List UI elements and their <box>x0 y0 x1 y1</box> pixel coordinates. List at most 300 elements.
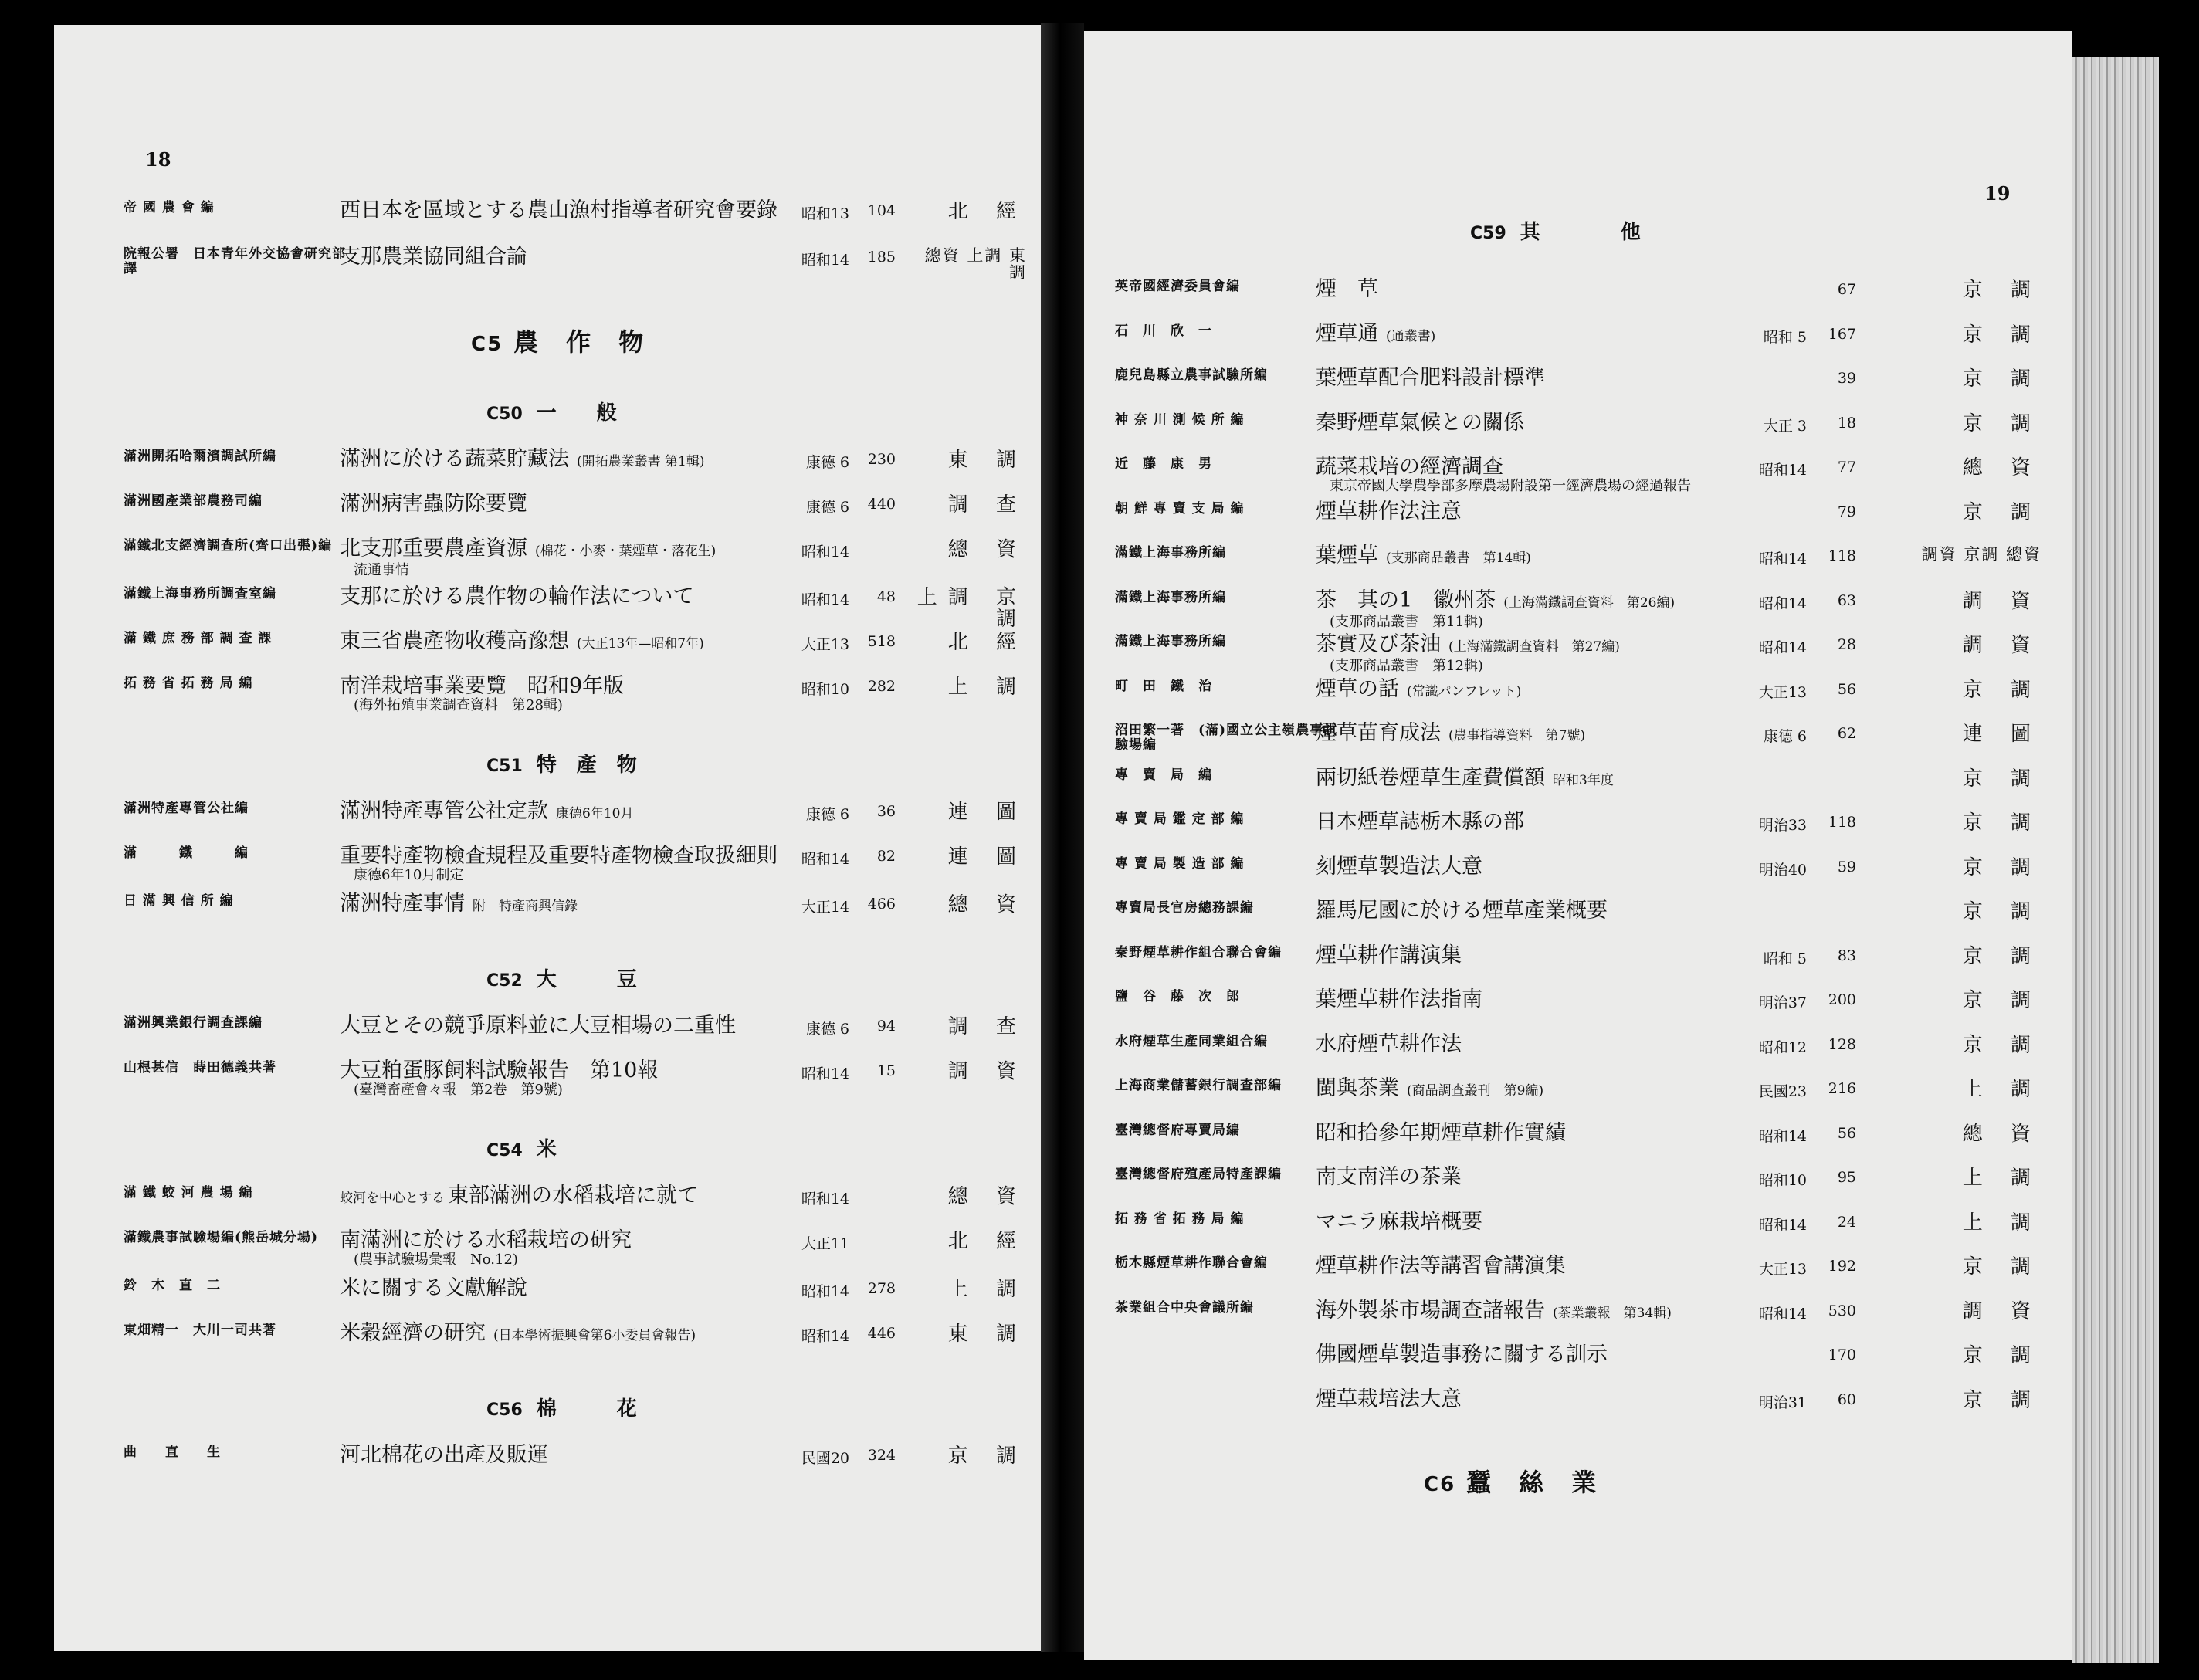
entry-era: 昭和14 <box>801 1065 849 1082</box>
section-title: 米 <box>536 1138 557 1161</box>
entry-location: 調 資 <box>1962 589 2041 613</box>
entry-note: (通叢書) <box>1386 328 1436 344</box>
entry-era: 昭和14 <box>801 1191 849 1208</box>
entry-author: 滿 鐵 蛟 河 農 場 編 <box>124 1185 253 1201</box>
entry-pages: 62 <box>1837 725 1856 742</box>
bibliography-entry <box>1084 722 2072 765</box>
entry-author: 茶業組合中央會議所編 <box>1115 1299 1254 1316</box>
entry-author: 東畑精一 大川一司共著 <box>124 1323 276 1338</box>
entry-title-text: 日本煙草誌栃木縣の部 <box>1316 810 1524 834</box>
entry-era: 康德 6 <box>805 499 849 516</box>
bibliography-entry <box>1084 412 2072 455</box>
entry-era: 昭和14 <box>801 851 849 868</box>
entry-location: 總 資 <box>947 893 1027 916</box>
bibliography-entry <box>54 675 1041 718</box>
entry-location: 上 調 <box>1962 1078 2041 1101</box>
entry-title <box>340 892 578 918</box>
entry-era: 大正13 <box>1758 683 1807 701</box>
entry-location: 調資 京調 總資 <box>1921 545 2041 564</box>
entry-author: 水府煙草生產同業組合編 <box>1115 1033 1268 1049</box>
entry-location: 京 調 <box>1962 944 2041 968</box>
chapter-heading <box>1424 1463 1598 1499</box>
entry-title <box>340 1322 696 1347</box>
entry-location: 京 調 <box>1962 1255 2041 1279</box>
entry-title-text: 煙草耕作講演集 <box>1316 943 1462 967</box>
entry-author: 帝 國 農 會 編 <box>124 200 215 215</box>
bibliography-entry <box>54 1444 1041 1487</box>
entry-pages: 67 <box>1837 281 1856 298</box>
page-edge-stack <box>2072 57 2159 1663</box>
entry-title <box>340 246 527 269</box>
entry-note: 昭和3年度 <box>1553 772 1614 788</box>
entry-title-text: 海外製茶市場調查諸報告 <box>1316 1298 1545 1323</box>
entry-title-text: 支那農業協同組合論 <box>340 245 527 269</box>
entry-era: 昭和10 <box>801 681 849 698</box>
bibliography-entry <box>54 845 1041 888</box>
entry-author: 滿鐵上海事務所編 <box>1115 589 1226 605</box>
bibliography-entry <box>1084 1255 2072 1298</box>
entry-location: 調 資 <box>1962 1299 2041 1323</box>
entry-era: 民國20 <box>801 1450 849 1467</box>
entry-era: 明治40 <box>1758 861 1807 879</box>
bibliography-entry <box>1084 456 2072 499</box>
entry-title-text: 佛國煙草製造事務に關する訓示 <box>1316 1343 1608 1367</box>
entry-location: 總 資 <box>947 538 1027 561</box>
entry-era: 昭和 5 <box>1763 950 1807 967</box>
entry-pages: 15 <box>876 1062 896 1079</box>
entry-author: 滿 鐵 庶 務 部 調 查 課 <box>124 631 273 646</box>
entry-title <box>1316 988 1482 1011</box>
entry-location: 京 調 <box>1962 900 2041 923</box>
entry-subtitle: (支那商品叢書 第11輯) <box>1330 613 1483 630</box>
entry-title-text: マニラ麻栽培概要 <box>1316 1209 1482 1234</box>
entry-era: 大正11 <box>801 1235 849 1252</box>
bibliography-entry <box>1084 855 2072 899</box>
entry-subtitle: 流通事情 <box>354 562 409 578</box>
entry-location: 京 調 <box>1962 368 2041 391</box>
entry-title <box>1316 544 1531 570</box>
entry-title <box>1316 722 1585 747</box>
entry-title-text: 米穀經濟の研究 <box>340 1321 486 1345</box>
bibliography-entry <box>54 1229 1041 1272</box>
entry-title-text: 滿洲病害蟲防除要覽 <box>340 492 527 516</box>
entry-pages: 56 <box>1837 1124 1856 1142</box>
entry-title-text: 煙草栽培法大意 <box>1316 1387 1462 1411</box>
entry-note: 康德6年10月 <box>556 806 634 821</box>
section-heading <box>486 749 637 777</box>
entry-pages: 79 <box>1837 503 1856 520</box>
page-number: 19 <box>1984 182 2011 205</box>
entry-title-text: 米に關する文獻解說 <box>340 1276 527 1300</box>
chapter-title: 蠶 絲 業 <box>1466 1468 1598 1497</box>
entry-pages: 118 <box>1828 547 1856 564</box>
entry-title <box>1316 899 1608 923</box>
entry-pages: 18 <box>1837 414 1856 432</box>
section-title: 特 產 物 <box>536 754 637 777</box>
entry-author: 滿鐵農事試驗場編(熊岳城分場) <box>124 1230 319 1245</box>
entry-location: 京 調 <box>1962 767 2041 791</box>
entry-pages: 82 <box>876 848 896 865</box>
entry-title-text: 大豆とその競爭原料並に大豆相場の二重性 <box>340 1014 736 1038</box>
entry-title-text: 西日本を區域とする農山漁村指導者研究會要錄 <box>340 198 778 222</box>
entry-title-text: 東三省農產物收穫高豫想 <box>340 629 569 653</box>
entry-author: 滿鐵上海事務所編 <box>1115 545 1226 561</box>
entry-era: 昭和14 <box>801 252 849 269</box>
entry-author: 院報公署 日本青年外交協會研究部譯 <box>124 246 346 276</box>
entry-era: 明治33 <box>1758 817 1807 834</box>
entry-title <box>1316 1343 1608 1367</box>
entry-location: 上 調 <box>947 676 1027 699</box>
entry-pages: 530 <box>1828 1302 1856 1319</box>
entry-title <box>1316 367 1545 390</box>
entry-location: 京 調 <box>1962 279 2041 302</box>
entry-era: 康德 6 <box>1763 728 1807 745</box>
entry-author: 曲 直 生 <box>124 1445 221 1460</box>
entry-note: (上海滿鐵調查資料 第27編) <box>1448 639 1620 655</box>
section-code: C52 <box>486 971 523 991</box>
entry-location: 北 經 <box>947 200 1027 223</box>
bibliography-entry <box>1084 544 2072 588</box>
entry-location: 京 調 <box>947 1445 1027 1468</box>
entry-title <box>340 1059 658 1098</box>
bibliography-entry <box>54 537 1041 581</box>
entry-location: 京 調 <box>1962 1344 2041 1367</box>
entry-author: 滿鐵北支經濟調查所(齊口出張)編 <box>124 538 333 554</box>
entry-author: 秦野煙草耕作組合聯合會編 <box>1115 944 1282 960</box>
entry-era: 康德 6 <box>805 1021 849 1038</box>
entry-title <box>1316 1211 1482 1234</box>
entry-location: 調 資 <box>1962 634 2041 657</box>
entry-era: 昭和12 <box>1758 1038 1807 1056</box>
chapter-heading <box>471 323 645 358</box>
entry-pages: 200 <box>1828 991 1856 1008</box>
entry-era: 昭和14 <box>801 544 849 561</box>
entry-pages: 128 <box>1828 1035 1856 1053</box>
entry-author: 鹿兒島縣立農事試驗所編 <box>1115 368 1268 383</box>
entry-author: 日 滿 興 信 所 編 <box>124 893 234 909</box>
bibliography-entry <box>1084 1166 2072 1209</box>
entry-subtitle: (臺灣畜產會々報 第2卷 第9號) <box>354 1082 563 1098</box>
entry-era: 昭和 5 <box>1763 328 1807 346</box>
entry-note: (常識パンフレット) <box>1407 683 1522 699</box>
entry-location: 京 調 <box>1962 412 2041 435</box>
entry-title <box>340 800 633 825</box>
entry-author: 沼田繁一著 (滿)國立公主嶺農事試驗場編 <box>1115 723 1338 753</box>
bibliography-entry <box>54 584 1041 631</box>
entry-pages: 518 <box>867 633 896 650</box>
entry-title-text: 葉煙草配合肥料設計標準 <box>1316 366 1545 390</box>
entry-era: 康德 6 <box>805 454 849 471</box>
entry-title-text: 昭和拾參年期煙草耕作實績 <box>1316 1120 1566 1145</box>
bibliography-entry <box>54 800 1041 843</box>
section-code: C51 <box>486 757 523 776</box>
entry-note: (商品調查叢刊 第9編) <box>1407 1083 1544 1099</box>
entry-title-text: 滿洲に於ける蔬菜貯藏法 <box>340 447 569 471</box>
entry-title <box>1316 1299 1672 1325</box>
entry-title <box>1316 1122 1566 1145</box>
bibliography-entry <box>1084 1343 2072 1387</box>
entry-pages: 83 <box>1837 947 1856 964</box>
bibliography-entry <box>1084 1211 2072 1254</box>
section-heading <box>486 1133 557 1162</box>
entry-era: 昭和14 <box>801 591 849 608</box>
entry-location: 總 資 <box>947 1185 1027 1208</box>
entry-era: 大正14 <box>801 899 849 916</box>
entry-title-text: 煙草耕作法等講習會講演集 <box>1316 1254 1566 1278</box>
entry-pages: 118 <box>1828 814 1856 831</box>
entry-author: 町 田 鐵 治 <box>1115 678 1212 694</box>
entry-location: 調 查 <box>947 1015 1027 1038</box>
entry-title <box>1316 323 1435 348</box>
entry-pages: 230 <box>867 451 896 468</box>
entry-era: 昭和14 <box>1758 462 1807 479</box>
bibliography-entry <box>1084 899 2072 943</box>
entry-author: 上海商業儲蓄銀行調查部編 <box>1115 1078 1282 1093</box>
entry-era: 明治37 <box>1758 994 1807 1011</box>
entry-title <box>1316 811 1524 834</box>
entry-title-text: 南滿洲に於ける水稻栽培の研究 <box>340 1228 632 1252</box>
entry-era: 民國23 <box>1758 1083 1807 1100</box>
section-title: 其 他 <box>1520 221 1641 244</box>
entry-title-text: 水府煙草耕作法 <box>1316 1031 1462 1056</box>
entry-title-text: 茶實及び茶油 <box>1316 632 1441 656</box>
entry-title-text: 煙草の話 <box>1316 676 1399 701</box>
section-code: C59 <box>1470 224 1506 243</box>
section-title: 棉 花 <box>536 1397 637 1421</box>
entry-title <box>340 585 693 608</box>
entry-pages: 48 <box>876 588 896 605</box>
bibliography-entry <box>1084 1077 2072 1120</box>
entry-pages: 60 <box>1837 1390 1856 1408</box>
bibliography-entry <box>54 1014 1041 1058</box>
entry-title <box>340 1277 527 1300</box>
entry-title <box>1316 678 1521 703</box>
entry-era: 大正13 <box>1758 1261 1807 1278</box>
entry-pages: 28 <box>1837 636 1856 653</box>
entry-title <box>1316 278 1378 301</box>
bibliography-entry <box>1084 1033 2072 1076</box>
entry-title-text: 煙草耕作法注意 <box>1316 499 1462 523</box>
entry-title-text: 茶 其の1 徽州茶 <box>1316 588 1496 612</box>
entry-title-text: 南支南洋の茶業 <box>1316 1165 1462 1189</box>
entry-author: 專 賣 局 編 <box>1115 767 1212 783</box>
entry-pages: 282 <box>867 678 896 695</box>
entry-title <box>1316 1255 1566 1278</box>
entry-title-text: 滿洲特產專管公社定款 <box>340 799 548 823</box>
section-title: 大 豆 <box>536 968 637 991</box>
entry-author: 拓 務 省 拓 務 局 編 <box>124 676 253 691</box>
entry-author: 臺灣總督府殖產局特產課編 <box>1115 1167 1282 1182</box>
entry-location: 連 圖 <box>947 845 1027 869</box>
entry-era: 昭和10 <box>1758 1172 1807 1189</box>
entry-location: 總資 上調 東調 <box>924 246 1027 282</box>
entry-pages: 466 <box>867 896 896 913</box>
entry-title <box>1316 1388 1462 1411</box>
entry-title <box>340 493 527 516</box>
bibliography-entry <box>1084 633 2072 676</box>
entry-author: 栃木縣煙草耕作聯合會編 <box>1115 1255 1268 1271</box>
entry-note: (大正13年—昭和7年) <box>577 636 704 652</box>
bibliography-entry <box>1084 811 2072 854</box>
entry-author: 拓 務 省 拓 務 局 編 <box>1115 1211 1245 1227</box>
chapter-code: C6 <box>1424 1473 1456 1496</box>
entry-pages: 324 <box>867 1447 896 1464</box>
entry-era: 昭和14 <box>1758 639 1807 656</box>
entry-author: 專 賣 局 鑑 定 部 編 <box>1115 811 1245 827</box>
bibliography-entry <box>54 1322 1041 1365</box>
bibliography-entry <box>54 1184 1041 1228</box>
entry-title <box>1316 633 1620 674</box>
entry-era: 康德 6 <box>805 806 849 823</box>
entry-era: 昭和14 <box>1758 550 1807 567</box>
entry-pages: 192 <box>1828 1258 1856 1275</box>
entry-title <box>1316 944 1462 967</box>
entry-pages: 24 <box>1837 1213 1856 1231</box>
entry-location: 上調 京調 <box>917 586 1027 631</box>
entry-title-text: 滿洲特產事情 <box>340 892 465 916</box>
entry-author: 滿洲國產業部農務司編 <box>124 493 263 509</box>
entry-title-text: 葉煙草耕作法指南 <box>1316 987 1482 1011</box>
entry-title-text: 葉煙草 <box>1316 544 1378 567</box>
entry-era: 昭和14 <box>1758 1216 1807 1234</box>
entry-location: 東 調 <box>947 1323 1027 1346</box>
entry-note: (茶業叢報 第34輯) <box>1553 1305 1672 1321</box>
entry-author: 專 賣 局 製 造 部 編 <box>1115 855 1245 872</box>
entry-title <box>340 1229 632 1268</box>
entry-title-text: 東部滿洲の水稻栽培に就て <box>448 1184 698 1208</box>
entry-pages: 77 <box>1837 459 1856 476</box>
entry-pages: 63 <box>1837 591 1856 609</box>
entry-title <box>340 537 716 578</box>
entry-author: 滿鐵上海事務所調查室編 <box>124 586 276 601</box>
section-heading <box>486 1393 637 1421</box>
entry-author: 鹽 谷 藤 次 郎 <box>1115 989 1240 1004</box>
entry-title <box>1316 412 1524 435</box>
entry-era: 明治31 <box>1758 1394 1807 1411</box>
entry-title <box>340 675 624 713</box>
entry-location: 北 經 <box>947 1230 1027 1253</box>
bibliography-entry <box>1084 278 2072 321</box>
bibliography-entry <box>54 1277 1041 1320</box>
section-code: C56 <box>486 1401 523 1420</box>
entry-location: 上 調 <box>1962 1211 2041 1235</box>
right-page <box>1084 31 2072 1660</box>
entry-title-text: 南洋栽培事業要覽 昭和9年版 <box>340 674 625 698</box>
entry-note: 附 特產商興信錄 <box>473 899 578 914</box>
bibliography-entry <box>1084 678 2072 721</box>
entry-title <box>1316 855 1482 879</box>
bibliography-entry <box>54 493 1041 536</box>
entry-location: 北 經 <box>947 631 1027 654</box>
entry-subtitle: 康德6年10月制定 <box>354 867 464 883</box>
entry-author: 滿洲興業銀行調查課編 <box>124 1015 263 1031</box>
entry-title <box>1316 1166 1462 1189</box>
entry-title-text: 蔬菜栽培の經濟調查 <box>1316 455 1503 479</box>
entry-subtitle: (支那商品叢書 第12輯) <box>1330 658 1483 674</box>
entry-title <box>1316 500 1462 523</box>
bibliography-entry <box>54 199 1041 242</box>
entry-pages: 185 <box>867 249 896 266</box>
entry-era: 昭和14 <box>1758 594 1807 612</box>
entry-title-text: 河北棉花の出產及販運 <box>340 1443 548 1467</box>
entry-location: 京 調 <box>1962 1388 2041 1412</box>
entry-author: 英帝國經濟委員會編 <box>1115 279 1240 294</box>
chapter-code: C5 <box>471 333 503 356</box>
section-code: C54 <box>486 1141 523 1160</box>
entry-location: 京 調 <box>1962 811 2041 835</box>
entry-location: 調 查 <box>947 493 1027 517</box>
entry-title-text: 羅馬尼國に於ける煙草產業概要 <box>1316 899 1608 923</box>
entry-title <box>340 630 704 655</box>
bibliography-entry <box>1084 988 2072 1031</box>
bibliography-entry <box>54 1059 1041 1102</box>
entry-location: 京 調 <box>1962 989 2041 1012</box>
entry-location: 上 調 <box>947 1278 1027 1301</box>
entry-title-text: 煙草苗育成法 <box>1316 721 1441 745</box>
entry-location: 京 調 <box>1962 855 2041 879</box>
entry-title <box>340 1184 698 1210</box>
entry-pages: 216 <box>1828 1080 1856 1097</box>
entry-author: 鈴 木 直 二 <box>124 1278 221 1293</box>
entry-title-text: 煙草通 <box>1316 321 1378 346</box>
entry-title-text: 大豆粕蛋豚飼料試驗報告 第10報 <box>340 1058 659 1082</box>
entry-location: 上 調 <box>1962 1167 2041 1190</box>
entry-author: 近 藤 康 男 <box>1115 456 1212 472</box>
entry-title-text: 秦野煙草氣候との關係 <box>1316 410 1524 435</box>
entry-author: 滿洲開拓哈爾濱調試所編 <box>124 449 276 464</box>
entry-note: (棉花・小麥・葉煙草・落花生) <box>535 544 717 559</box>
entry-title-text: 重要特產物檢査規程及重要特產物檢查取扱細則 <box>340 844 778 868</box>
entry-title <box>340 448 704 473</box>
bibliography-entry <box>1084 1122 2072 1165</box>
entry-era: 大正13 <box>801 636 849 653</box>
entry-author: 朝 鮮 專 賣 支 局 編 <box>1115 500 1245 517</box>
entry-note: (支那商品叢書 第14輯) <box>1386 550 1531 566</box>
bibliography-entry <box>1084 589 2072 632</box>
bibliography-entry <box>54 892 1041 936</box>
entry-subtitle: (海外拓殖事業調查資料 第28輯) <box>354 697 563 713</box>
entry-location: 京 調 <box>1962 1033 2041 1057</box>
page-number: 18 <box>145 148 171 171</box>
entry-era: 昭和14 <box>801 1283 849 1300</box>
entry-pages: 278 <box>867 1280 896 1297</box>
entry-location: 京 調 <box>1962 323 2041 347</box>
entry-pages: 95 <box>1837 1169 1856 1186</box>
entry-title <box>1316 589 1675 630</box>
entry-author: 臺灣總督府專賣局編 <box>1115 1122 1240 1138</box>
entry-era: 昭和14 <box>801 1328 849 1345</box>
entry-title <box>1316 456 1691 494</box>
entry-author: 滿鐵上海事務所編 <box>1115 634 1226 649</box>
entry-title-text: 煙 草 <box>1316 277 1378 301</box>
entry-title <box>1316 1033 1462 1056</box>
bibliography-entry <box>54 246 1041 289</box>
chapter-title: 農 作 物 <box>513 327 645 357</box>
entry-pages: 94 <box>876 1018 896 1035</box>
entry-pages: 56 <box>1837 680 1856 698</box>
entry-pages: 446 <box>867 1325 896 1342</box>
entry-subtitle: (農事試驗場彙報 No.12) <box>354 1252 518 1268</box>
bibliography-entry <box>54 630 1041 673</box>
entry-title <box>1316 1077 1543 1102</box>
left-page <box>54 25 1041 1651</box>
section-heading <box>486 397 617 425</box>
entry-era: 昭和14 <box>1758 1305 1807 1323</box>
entry-note: (上海滿鐵調查資料 第26編) <box>1503 594 1676 611</box>
entry-note: (開拓農業叢書 第1輯) <box>577 454 705 469</box>
bibliography-entry <box>1084 500 2072 544</box>
entry-pages: 440 <box>867 496 896 513</box>
